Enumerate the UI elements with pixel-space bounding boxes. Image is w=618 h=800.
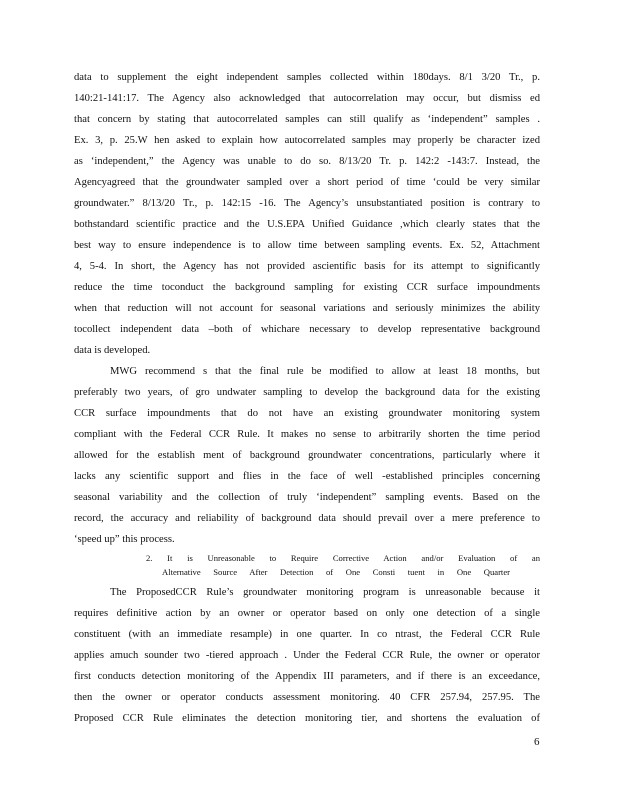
text-line: data to supplement the eight independent samples collected within 180days. 8/1 3/20 Tr., p. bbox=[74, 72, 540, 83]
text-line: then the owner or operator conducts assessment monitoring. 40 CFR 257.94, 257.95. The bbox=[74, 692, 540, 703]
heading-line: 2. It is Unreasonable to Require Corrective Action and/or Evaluation of an bbox=[146, 553, 540, 563]
text-line: ‘speed up” this process. bbox=[74, 534, 175, 545]
text-line: MWG recommend s that the final rule be modified to allow at least 18 months, but bbox=[110, 366, 540, 377]
text-line: The ProposedCCR Rule’s groundwater monitoring program is unreasonable because it bbox=[110, 587, 540, 598]
text-line: Ex. 3, p. 25.W hen asked to explain how autocorrelated samples may properly be character ized bbox=[74, 135, 540, 146]
text-line: preferably two years, of gro undwater sampling to develop the background data for the existing bbox=[74, 387, 540, 398]
text-line: allowed for the establish ment of background groundwater concentrations, particularly where it bbox=[74, 450, 540, 461]
text-line: Agencyagreed that the groundwater sampled over a short period of time ‘could be very similar bbox=[74, 177, 540, 188]
text-line: compliant with the Federal CCR Rule. It makes no sense to arbitrarily shorten the time period bbox=[74, 429, 540, 440]
text-line: Proposed CCR Rule eliminates the detection monitoring tier, and shortens the evaluation of bbox=[74, 713, 540, 724]
text-line: record, the accuracy and reliability of background data should prevail over a mere preference to bbox=[74, 513, 540, 524]
text-line: as ‘independent,” the Agency was unable to do so. 8/13/20 Tr. p. 142:2 -143:7. Instead, the bbox=[74, 156, 540, 167]
text-line: tocollect independent data –both of whichare necessary to develop representative background bbox=[74, 324, 540, 335]
text-line: 140:21-141:17. The Agency also acknowledged that autocorrelation may occur, but dismiss ed bbox=[74, 93, 540, 104]
text-line: best way to ensure independence is to allow time between sampling events. Ex. 52, Attachment bbox=[74, 240, 540, 251]
text-line: first conducts detection monitoring of the Appendix III parameters, and if there is an exceedance, bbox=[74, 671, 540, 682]
text-line: CCR surface impoundments that do not have an existing groundwater monitoring system bbox=[74, 408, 540, 419]
text-line: applies amuch sounder two -tiered approach . Under the Federal CCR Rule, the owner or operator bbox=[74, 650, 540, 661]
text-line: 4, 5-4. In short, the Agency has not provided ascientific basis for its attempt to significantly bbox=[74, 261, 540, 272]
text-line: bothstandard scientific practice and the U.S.EPA Unified Guidance ,which clearly states that the bbox=[74, 219, 540, 230]
text-line: data is developed. bbox=[74, 345, 151, 356]
text-line: requires definitive action by an owner or operator based on only one detection of a single bbox=[74, 608, 540, 619]
text-line: reduce the time toconduct the background sampling for existing CCR surface impoundments bbox=[74, 282, 540, 293]
text-line: lacks any scientific support and flies in the face of well -established principles concerning bbox=[74, 471, 540, 482]
text-line: seasonal variability and the collection of truly ‘independent” sampling events. Based on the bbox=[74, 492, 540, 503]
text-line: that concern by stating that autocorrelated samples can still qualify as ‘independent” samples . bbox=[74, 114, 540, 125]
text-line: when that reduction will not account for seasonal variations and seriously minimizes the ability bbox=[74, 303, 540, 314]
heading-line: Alternative Source After Detection of One Consti tuent in One Quarter bbox=[162, 567, 510, 577]
text-line: constituent (with an immediate resample) in one quarter. In co ntrast, the Federal CCR Rule bbox=[74, 629, 540, 640]
text-line: groundwater.” 8/13/20 Tr., p. 142:15 -16. The Agency’s unsubstantiated position is contrary to bbox=[74, 198, 540, 209]
page-number: 6 bbox=[534, 736, 540, 748]
